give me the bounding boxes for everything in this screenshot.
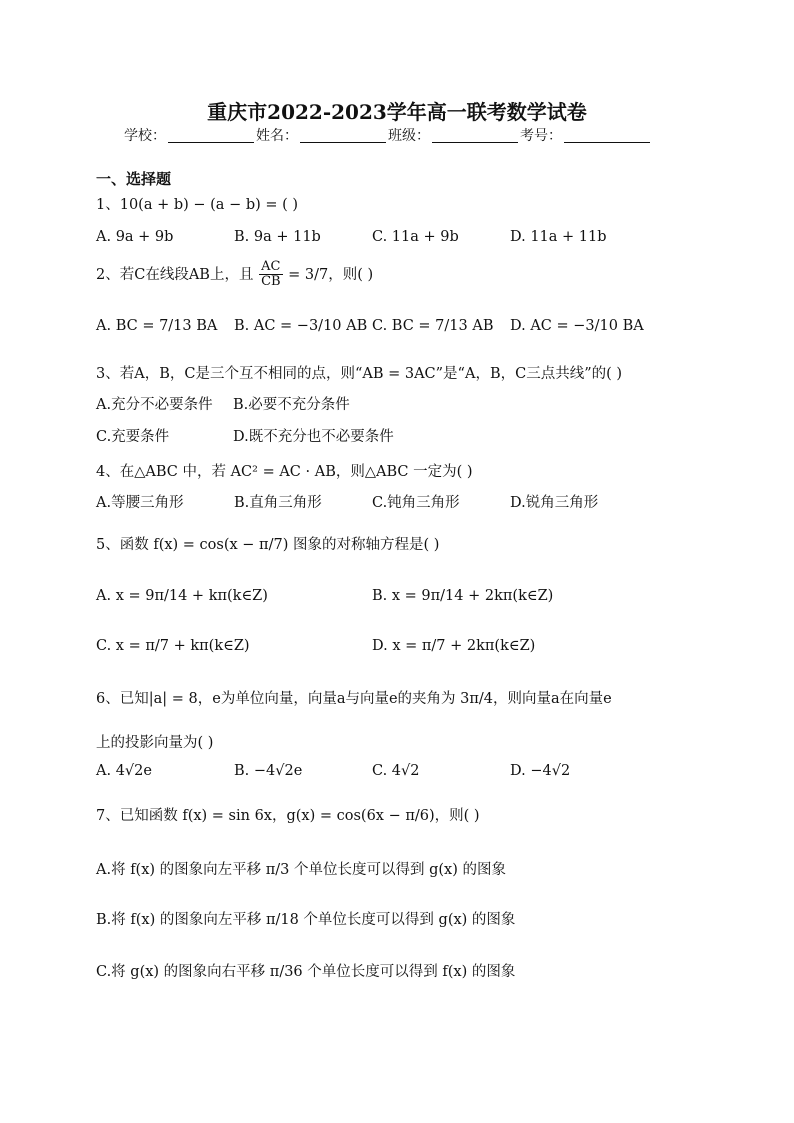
q5-option-a: A. x = 9π/14 + kπ(k∈Z) [96, 588, 268, 604]
q3-option-b: B.必要不充分条件 [233, 397, 350, 413]
info-label-class: 班级： [388, 128, 430, 144]
question-6: 6、已知|a| = 8，e为单位向量，向量a与向量e的夹角为 3π/4，则向量a在向量e [96, 691, 612, 707]
q4-option-d: D.锐角三角形 [510, 495, 599, 511]
question-5: 5、函数 f(x) = cos(x − π/7) 图象的对称轴方程是( ) [96, 537, 440, 553]
q1-option-a: A. 9a + 9b [96, 229, 174, 245]
q3-option-c: C.充要条件 [96, 429, 170, 445]
school-blank [168, 128, 254, 143]
q6-option-a: A. 4√2e [96, 763, 152, 779]
q4-option-a: A.等腰三角形 [96, 495, 184, 511]
q6-option-b: B. −4√2e [234, 763, 303, 779]
q3-option-a: A.充分不必要条件 [96, 397, 213, 413]
q2-fraction [259, 260, 283, 290]
q4-option-c: C.钝角三角形 [372, 495, 460, 511]
q1-option-b: B. 9a + 11b [234, 229, 321, 245]
q2-fraction-denominator: CB [261, 274, 281, 290]
q2-option-a: A. BC = 7/13 BA [96, 318, 218, 334]
q2-stem-pre: 2、若C在线段AB上，且 [96, 266, 254, 283]
q1-option-d: D. 11a + 11b [510, 229, 607, 245]
q2-stem-post: = 3/7，则( ) [288, 266, 374, 283]
page-title: 重庆市2022-2023学年高一联考数学试卷 [207, 100, 587, 124]
name-blank [300, 128, 386, 143]
q7-option-c: C.将 g(x) 的图象向右平移 π/36 个单位长度可以得到 f(x) 的图象 [96, 964, 516, 980]
question-1: 1、10(a + b) − (a − b) = ( ) [96, 197, 299, 213]
question-3: 3、若A，B，C是三个互不相同的点，则“AB = 3AC”是“A，B，C三点共线”的( ) [96, 366, 623, 382]
q2-option-d: D. AC = −3/10 BA [510, 318, 644, 334]
info-label-number: 考号： [520, 128, 562, 144]
q3-option-d: D.既不充分也不必要条件 [233, 429, 394, 445]
number-blank [564, 128, 650, 143]
info-label-name: 姓名： [256, 128, 298, 144]
q7-option-a: A.将 f(x) 的图象向左平移 π/3 个单位长度可以得到 g(x) 的图象 [96, 862, 507, 878]
section-heading: 一、选择题 [96, 170, 172, 188]
question-2 [96, 260, 373, 290]
q5-option-b: B. x = 9π/14 + 2kπ(k∈Z) [372, 588, 554, 604]
q1-option-c: C. 11a + 9b [372, 229, 459, 245]
q5-option-c: C. x = π/7 + kπ(k∈Z) [96, 638, 250, 654]
student-info-line [124, 125, 652, 145]
question-6-continued: 上的投影向量为( ) [96, 735, 214, 751]
q6-option-d: D. −4√2 [510, 763, 571, 779]
q2-fraction-numerator: AC [259, 260, 283, 275]
q5-option-d: D. x = π/7 + 2kπ(k∈Z) [372, 638, 536, 654]
question-7: 7、已知函数 f(x) = sin 6x，g(x) = cos(6x − π/6)，则( ) [96, 808, 480, 824]
class-blank [432, 128, 518, 143]
q2-option-c: C. BC = 7/13 AB [372, 318, 494, 334]
q6-option-c: C. 4√2 [372, 763, 420, 779]
q4-option-b: B.直角三角形 [234, 495, 322, 511]
q7-option-b: B.将 f(x) 的图象向左平移 π/18 个单位长度可以得到 g(x) 的图象 [96, 912, 516, 928]
info-label-school: 学校： [124, 128, 166, 144]
q2-option-b: B. AC = −3/10 AB [234, 318, 368, 334]
question-4: 4、在△ABC 中，若 AC² = AC · AB，则△ABC 一定为( ) [96, 464, 473, 480]
